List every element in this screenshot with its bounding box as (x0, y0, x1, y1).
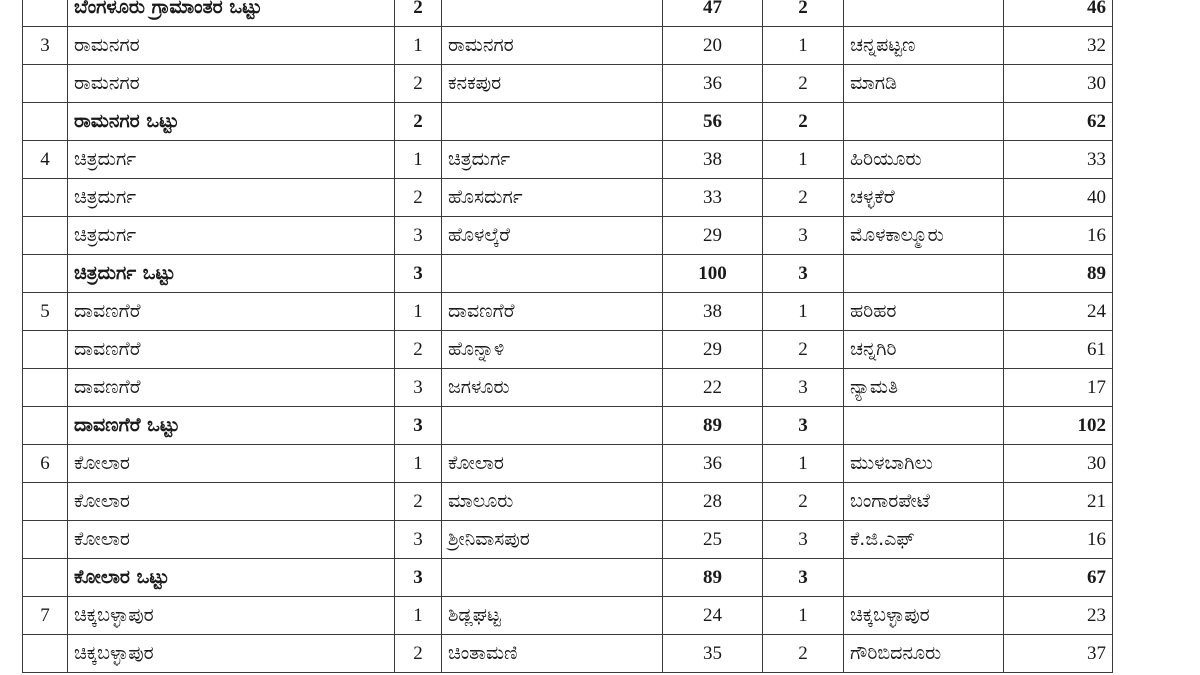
serial-number-cell (23, 179, 68, 217)
serial-number-cell (23, 369, 68, 407)
taluk-a-number-cell: 2 (395, 0, 442, 27)
table-row (23, 65, 1113, 103)
taluk-b-name-cell: ಚನ್ನಗಿರಿ (844, 331, 1004, 369)
district-name-cell: ಚಿತ್ರದುರ್ಗ (68, 217, 395, 255)
taluk-a-number-cell: 1 (395, 27, 442, 65)
table-row (23, 217, 1113, 255)
table-row (23, 331, 1113, 369)
taluk-b-name-cell: ಹಿರಿಯೂರು (844, 141, 1004, 179)
taluk-b-name-cell: ಗೌರಿಬಿದನೂರು (844, 635, 1004, 673)
taluk-b-number-cell: 3 (763, 369, 844, 407)
taluk-b-number-cell: 2 (763, 179, 844, 217)
district-taluk-table (22, 0, 1113, 673)
taluk-a-name-cell: ಕನಕಪುರ (442, 65, 663, 103)
taluk-b-name-cell: ಚಳ್ಳಕೆರೆ (844, 179, 1004, 217)
serial-number-cell: 5 (23, 293, 68, 331)
district-name-cell: ಕೋಲಾರ (68, 445, 395, 483)
district-name-cell: ಚಿತ್ರದುರ್ಗ (68, 179, 395, 217)
taluk-a-name-cell: ಹೊಸದುರ್ಗ (442, 179, 663, 217)
taluk-b-number-cell: 3 (763, 521, 844, 559)
taluk-b-number-cell: 3 (763, 217, 844, 255)
serial-number-cell (23, 521, 68, 559)
taluk-a-count-cell: 89 (663, 407, 763, 445)
taluk-a-number-cell: 2 (395, 331, 442, 369)
serial-number-cell: 7 (23, 597, 68, 635)
taluk-a-number-cell: 3 (395, 521, 442, 559)
taluk-a-count-cell: 29 (663, 217, 763, 255)
taluk-a-name-cell: ಹೊನ್ನಾಳಿ (442, 331, 663, 369)
district-name-cell: ಬೆಂಗಳೂರು ಗ್ರಾಮಾಂತರ ಒಟ್ಟು (68, 0, 395, 27)
serial-number-cell (23, 483, 68, 521)
district-name-cell: ದಾವಣಗೆರೆ ಒಟ್ಟು (68, 407, 395, 445)
district-name-cell: ಚಿತ್ರದುರ್ಗ ಒಟ್ಟು (68, 255, 395, 293)
taluk-a-name-cell (442, 0, 663, 27)
taluk-b-count-cell: 32 (1004, 27, 1113, 65)
taluk-a-count-cell: 22 (663, 369, 763, 407)
taluk-b-count-cell: 30 (1004, 445, 1113, 483)
taluk-a-number-cell: 2 (395, 635, 442, 673)
taluk-a-number-cell: 1 (395, 445, 442, 483)
taluk-a-count-cell: 35 (663, 635, 763, 673)
taluk-b-count-cell: 24 (1004, 293, 1113, 331)
taluk-a-count-cell: 47 (663, 0, 763, 27)
taluk-a-number-cell: 3 (395, 559, 442, 597)
taluk-b-number-cell: 3 (763, 407, 844, 445)
district-name-cell: ರಾಮನಗರ (68, 65, 395, 103)
taluk-b-number-cell: 2 (763, 331, 844, 369)
taluk-a-number-cell: 1 (395, 141, 442, 179)
serial-number-cell (23, 103, 68, 141)
district-total-row (23, 255, 1113, 293)
taluk-a-number-cell: 3 (395, 255, 442, 293)
taluk-a-count-cell: 24 (663, 597, 763, 635)
district-name-cell: ಚಿತ್ರದುರ್ಗ (68, 141, 395, 179)
serial-number-cell (23, 217, 68, 255)
taluk-b-name-cell (844, 407, 1004, 445)
taluk-a-name-cell (442, 559, 663, 597)
taluk-b-name-cell (844, 255, 1004, 293)
taluk-a-name-cell: ಮಾಲೂರು (442, 483, 663, 521)
table-row (23, 483, 1113, 521)
taluk-b-number-cell: 2 (763, 103, 844, 141)
taluk-b-count-cell: 62 (1004, 103, 1113, 141)
taluk-b-count-cell: 16 (1004, 521, 1113, 559)
taluk-a-name-cell: ಜಗಳೂರು (442, 369, 663, 407)
table-row (23, 27, 1113, 65)
district-name-cell: ದಾವಣಗೆರೆ (68, 331, 395, 369)
taluk-a-count-cell: 36 (663, 445, 763, 483)
taluk-b-number-cell: 3 (763, 559, 844, 597)
taluk-a-name-cell: ದಾವಣಗೆರೆ (442, 293, 663, 331)
taluk-a-name-cell: ಚಿಂತಾಮಣಿ (442, 635, 663, 673)
taluk-a-number-cell: 2 (395, 65, 442, 103)
taluk-b-number-cell: 3 (763, 255, 844, 293)
taluk-b-name-cell: ಚನ್ನಪಟ್ಟಣ (844, 27, 1004, 65)
district-name-cell: ಚಿಕ್ಕಬಳ್ಳಾಪುರ (68, 597, 395, 635)
table-row (23, 179, 1113, 217)
taluk-a-number-cell: 2 (395, 179, 442, 217)
serial-number-cell (23, 65, 68, 103)
taluk-b-count-cell: 102 (1004, 407, 1113, 445)
serial-number-cell: 4 (23, 141, 68, 179)
taluk-b-number-cell: 1 (763, 597, 844, 635)
table-row (23, 521, 1113, 559)
taluk-b-name-cell: ಮುಳಬಾಗಿಲು (844, 445, 1004, 483)
taluk-a-name-cell: ಶ್ರೀನಿವಾಸಪುರ (442, 521, 663, 559)
taluk-a-count-cell: 38 (663, 141, 763, 179)
taluk-b-number-cell: 1 (763, 27, 844, 65)
taluk-a-name-cell (442, 407, 663, 445)
table-row (23, 597, 1113, 635)
district-name-cell: ದಾವಣಗೆರೆ (68, 369, 395, 407)
district-name-cell: ಕೋಲಾರ (68, 521, 395, 559)
taluk-b-name-cell (844, 0, 1004, 27)
table-row (23, 635, 1113, 673)
taluk-b-count-cell: 37 (1004, 635, 1113, 673)
district-name-cell: ಚಿಕ್ಕಬಳ್ಳಾಪುರ (68, 635, 395, 673)
taluk-b-count-cell: 89 (1004, 255, 1113, 293)
taluk-a-name-cell: ಚಿತ್ರದುರ್ಗ (442, 141, 663, 179)
serial-number-cell (23, 559, 68, 597)
serial-number-cell (23, 635, 68, 673)
taluk-b-name-cell: ಬಂಗಾರಪೇಟೆ (844, 483, 1004, 521)
table-body (23, 0, 1113, 673)
taluk-a-count-cell: 20 (663, 27, 763, 65)
taluk-b-count-cell: 67 (1004, 559, 1113, 597)
taluk-a-number-cell: 3 (395, 217, 442, 255)
taluk-a-count-cell: 25 (663, 521, 763, 559)
taluk-b-number-cell: 2 (763, 0, 844, 27)
serial-number-cell: 3 (23, 27, 68, 65)
serial-number-cell (23, 407, 68, 445)
taluk-b-number-cell: 2 (763, 483, 844, 521)
taluk-a-name-cell (442, 103, 663, 141)
table-row (23, 141, 1113, 179)
taluk-b-count-cell: 46 (1004, 0, 1113, 27)
taluk-b-name-cell (844, 559, 1004, 597)
taluk-b-number-cell: 1 (763, 445, 844, 483)
serial-number-cell: 6 (23, 445, 68, 483)
taluk-a-count-cell: 33 (663, 179, 763, 217)
district-name-cell: ರಾಮನಗರ (68, 27, 395, 65)
district-name-cell: ರಾಮನಗರ ಒಟ್ಟು (68, 103, 395, 141)
district-name-cell: ಕೋಲಾರ ಒಟ್ಟು (68, 559, 395, 597)
taluk-a-count-cell: 56 (663, 103, 763, 141)
taluk-b-count-cell: 16 (1004, 217, 1113, 255)
district-name-cell: ಕೋಲಾರ (68, 483, 395, 521)
serial-number-cell (23, 0, 68, 27)
district-total-row (23, 103, 1113, 141)
taluk-b-name-cell: ಮಾಗಡಿ (844, 65, 1004, 103)
taluk-b-count-cell: 23 (1004, 597, 1113, 635)
taluk-a-name-cell: ಹೊಳಲ್ಕೆರೆ (442, 217, 663, 255)
table-row (23, 445, 1113, 483)
taluk-b-count-cell: 61 (1004, 331, 1113, 369)
taluk-a-count-cell: 100 (663, 255, 763, 293)
serial-number-cell (23, 331, 68, 369)
table-row (23, 369, 1113, 407)
taluk-b-number-cell: 1 (763, 141, 844, 179)
taluk-a-name-cell: ಶಿಡ್ಲಘಟ್ಟ (442, 597, 663, 635)
taluk-b-number-cell: 2 (763, 65, 844, 103)
taluk-a-count-cell: 38 (663, 293, 763, 331)
taluk-b-count-cell: 21 (1004, 483, 1113, 521)
taluk-a-count-cell: 29 (663, 331, 763, 369)
district-name-cell: ದಾವಣಗೆರೆ (68, 293, 395, 331)
taluk-a-count-cell: 28 (663, 483, 763, 521)
taluk-b-name-cell: ಚಿಕ್ಕಬಳ್ಳಾಪುರ (844, 597, 1004, 635)
taluk-b-name-cell (844, 103, 1004, 141)
taluk-a-count-cell: 89 (663, 559, 763, 597)
district-total-row (23, 0, 1113, 27)
taluk-a-name-cell: ಕೋಲಾರ (442, 445, 663, 483)
taluk-a-number-cell: 1 (395, 597, 442, 635)
taluk-a-number-cell: 3 (395, 407, 442, 445)
taluk-a-count-cell: 36 (663, 65, 763, 103)
taluk-a-number-cell: 3 (395, 369, 442, 407)
taluk-b-name-cell: ಕೆ.ಜಿ.ಎಫ್ (844, 521, 1004, 559)
taluk-a-name-cell: ರಾಮನಗರ (442, 27, 663, 65)
taluk-b-name-cell: ನ್ಯಾಮತಿ (844, 369, 1004, 407)
taluk-b-count-cell: 30 (1004, 65, 1113, 103)
taluk-b-number-cell: 1 (763, 293, 844, 331)
taluk-b-number-cell: 2 (763, 635, 844, 673)
taluk-b-count-cell: 17 (1004, 369, 1113, 407)
taluk-a-number-cell: 1 (395, 293, 442, 331)
taluk-a-number-cell: 2 (395, 103, 442, 141)
district-total-row (23, 407, 1113, 445)
taluk-a-name-cell (442, 255, 663, 293)
taluk-a-number-cell: 2 (395, 483, 442, 521)
taluk-b-name-cell: ಮೊಳಕಾಲ್ಮೂರು (844, 217, 1004, 255)
table-row (23, 293, 1113, 331)
serial-number-cell (23, 255, 68, 293)
taluk-b-count-cell: 40 (1004, 179, 1113, 217)
taluk-b-name-cell: ಹರಿಹರ (844, 293, 1004, 331)
taluk-b-count-cell: 33 (1004, 141, 1113, 179)
district-total-row (23, 559, 1113, 597)
